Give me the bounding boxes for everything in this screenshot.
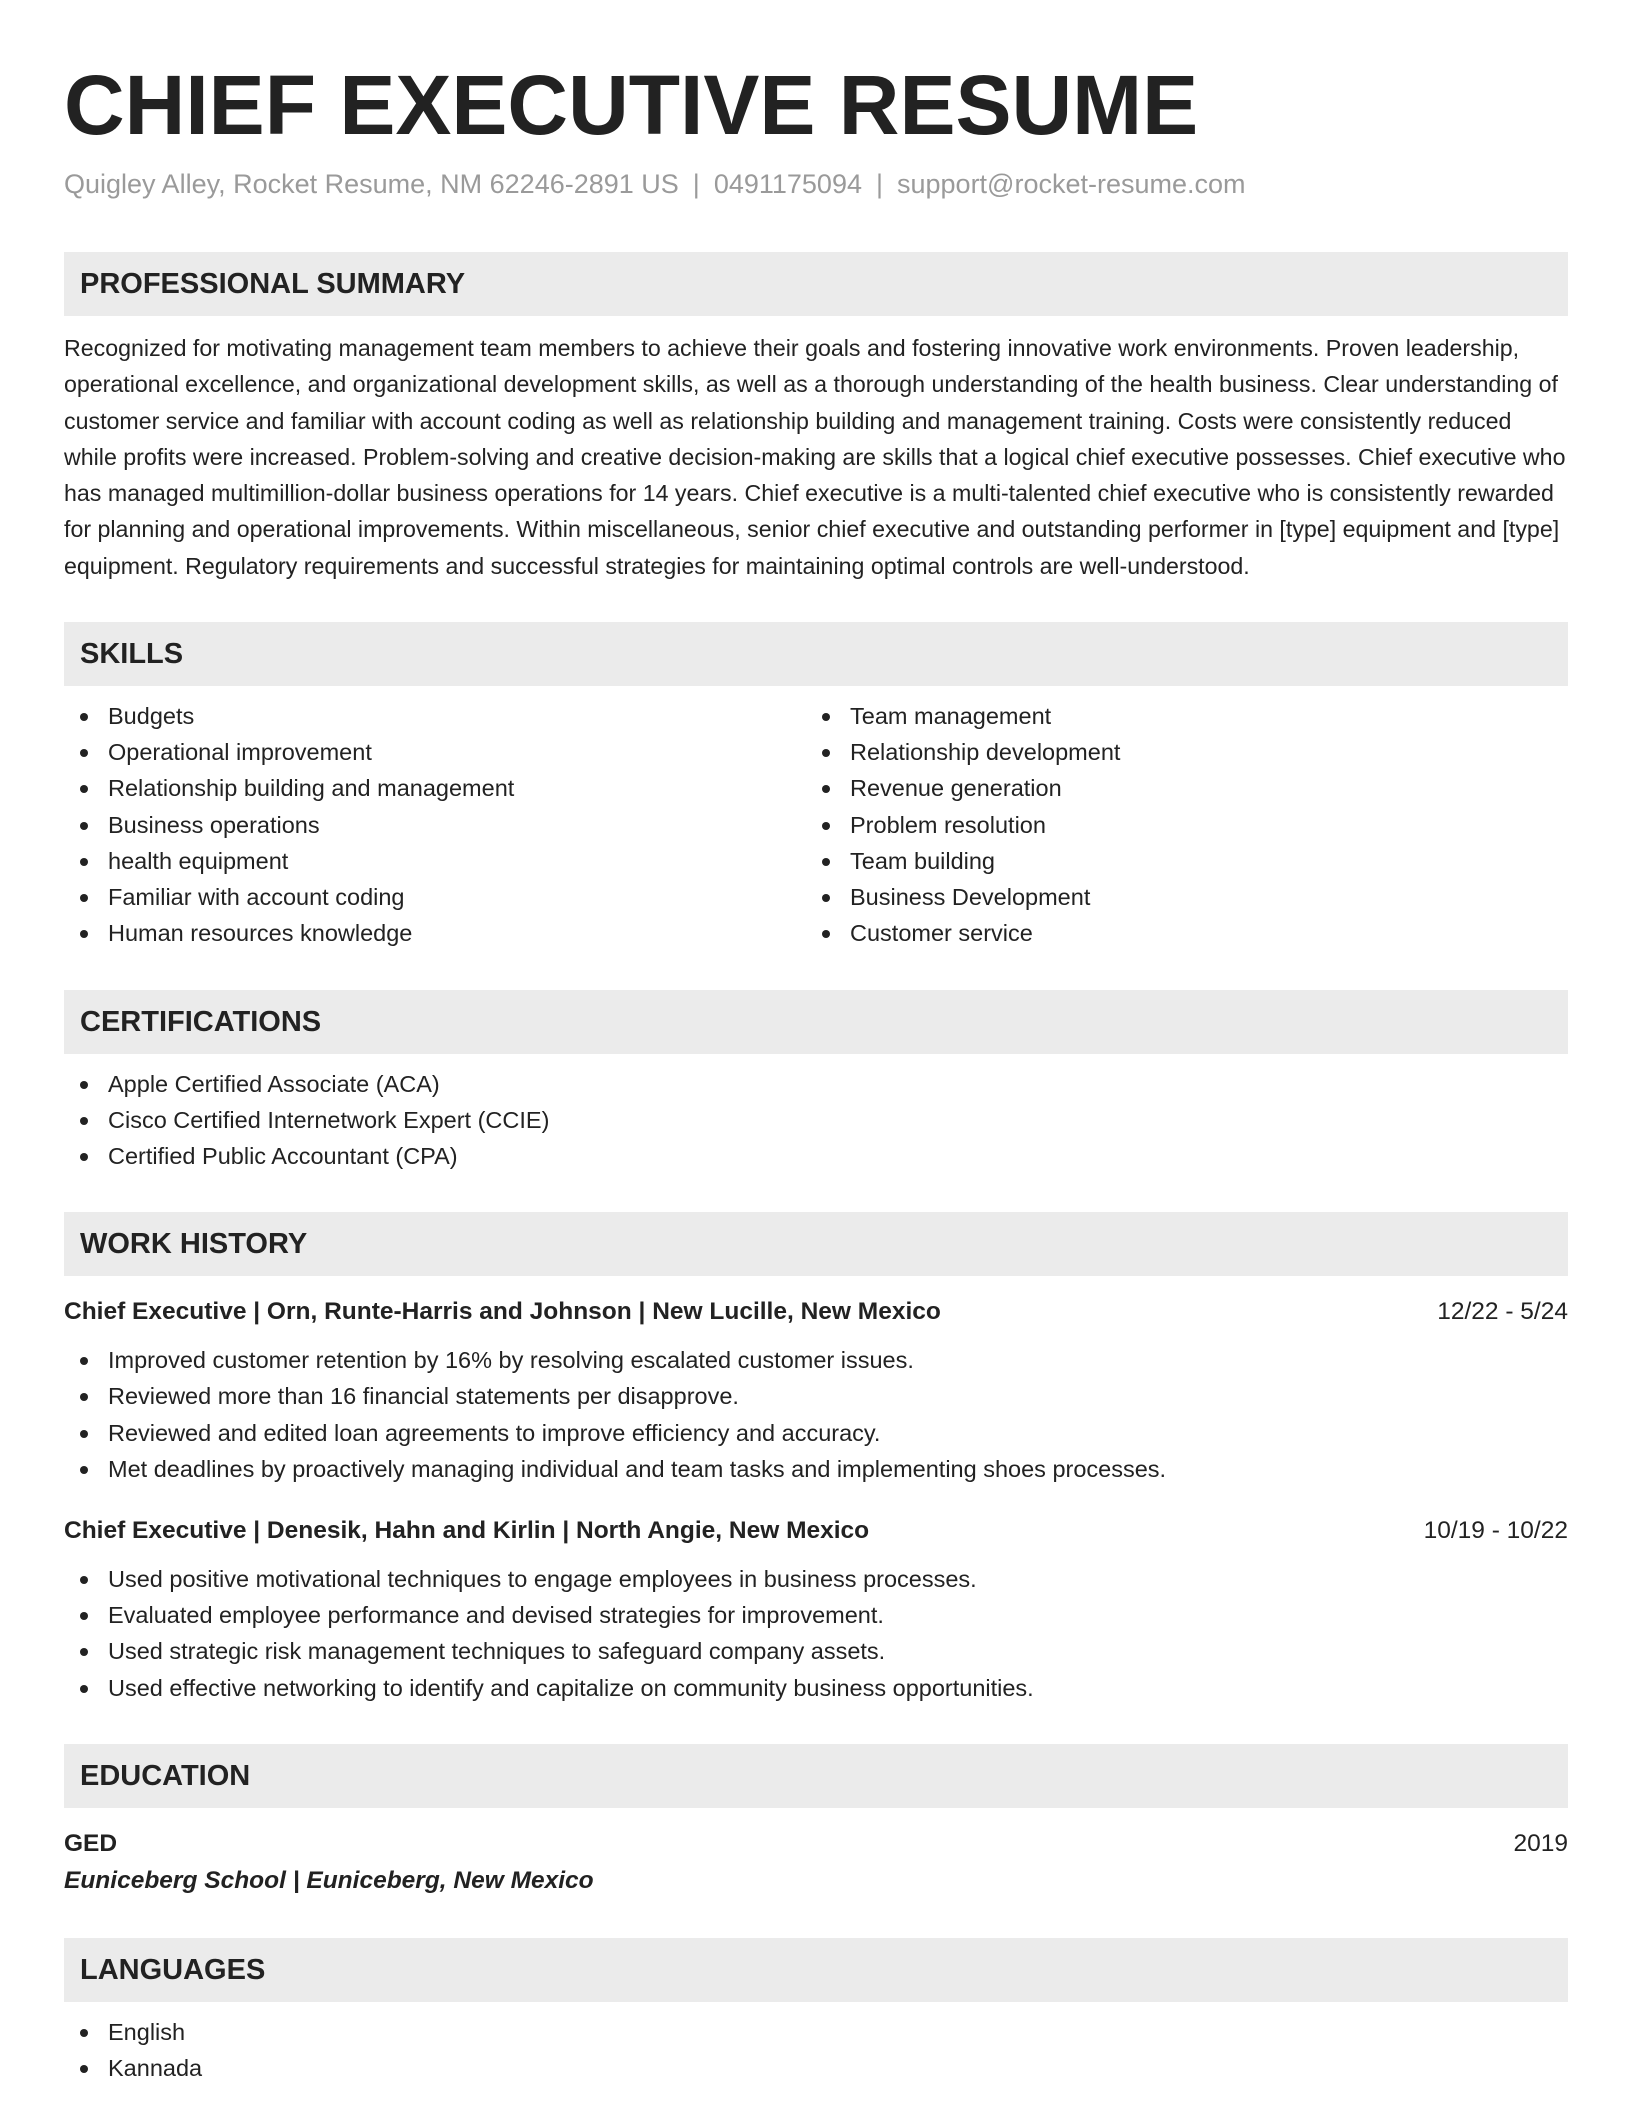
skill-item: Team management xyxy=(806,698,1548,734)
skill-item: Team building xyxy=(806,843,1548,879)
section-header-summary: PROFESSIONAL SUMMARY xyxy=(64,252,1568,316)
education-school: Euniceberg School | Euniceberg, New Mexico xyxy=(64,1866,594,1894)
section-header-education: EDUCATION xyxy=(64,1744,1568,1808)
skill-item: health equipment xyxy=(64,843,806,879)
job-dates: 12/22 - 5/24 xyxy=(1437,1298,1568,1326)
skill-item: Relationship building and management xyxy=(64,770,806,806)
section-header-languages: LANGUAGES xyxy=(64,1938,1568,2002)
skills-list-left xyxy=(64,698,806,951)
skill-item: Budgets xyxy=(64,698,806,734)
section-header-work-history: WORK HISTORY xyxy=(64,1212,1568,1276)
contact-email: support@rocket-resume.com xyxy=(897,169,1246,199)
skill-item: Familiar with account coding xyxy=(64,879,806,915)
job-bullet: Met deadlines by proactively managing individual and team tasks and implementing shoes processes. xyxy=(64,1451,1568,1487)
language-item: English xyxy=(64,2014,1568,2050)
job-bullet: Reviewed and edited loan agreements to improve efficiency and accuracy. xyxy=(64,1415,1568,1451)
certifications-list xyxy=(64,1066,1568,1175)
skill-item: Customer service xyxy=(806,915,1548,951)
job-bullet: Reviewed more than 16 financial statements per disapprove. xyxy=(64,1378,1568,1414)
contact-line xyxy=(64,164,1568,204)
skill-item: Operational improvement xyxy=(64,734,806,770)
education-heading xyxy=(64,1826,1568,1862)
section-header-certifications: CERTIFICATIONS xyxy=(64,990,1568,1054)
job-title: Chief Executive | Orn, Runte-Harris and Johnson | New Lucille, New Mexico xyxy=(64,1298,941,1326)
job-bullet: Improved customer retention by 16% by resolving escalated customer issues. xyxy=(64,1342,1568,1378)
language-item: Kannada xyxy=(64,2050,1568,2086)
education-year: 2019 xyxy=(1513,1829,1568,1857)
job-title: Chief Executive | Denesik, Hahn and Kirlin | North Angie, New Mexico xyxy=(64,1516,870,1544)
job-bullets xyxy=(64,1561,1568,1706)
summary-text: Recognized for motivating management team members to achieve their goals and fostering innovative work environments. Proven leadership, operational excellence, and organizational development skills, as well as a thorough understanding of the health business. Clear understanding of customer service and familiar with account coding as well as relationship building and management training. Costs were consistently reduced while profits were increased. Problem-solving and creative decision-making are skills that a logical chief executive possesses. Chief executive who has managed multimillion-dollar business operations for 14 years. Chief executive is a multi-talented chief executive who is consistently rewarded for planning and operational improvements. Within miscellaneous, senior chief executive and outstanding performer in [type] equipment and [type] equipment. Regulatory requirements and successful strategies for maintaining optimal controls are well-understood. xyxy=(64,335,1566,579)
job-bullets xyxy=(64,1342,1568,1487)
skill-item: Problem resolution xyxy=(806,807,1548,843)
certification-item: Apple Certified Associate (ACA) xyxy=(64,1066,1568,1102)
education-degree: GED xyxy=(64,1829,118,1857)
job-bullet: Evaluated employee performance and devised strategies for improvement. xyxy=(64,1597,1568,1633)
skill-item: Revenue generation xyxy=(806,770,1548,806)
skills-columns xyxy=(64,686,1568,951)
resume-content xyxy=(64,50,1568,2086)
job-heading xyxy=(64,1513,1568,1549)
resume-title: CHIEF EXECUTIVE RESUME xyxy=(64,58,1199,152)
languages-list xyxy=(64,2014,1568,2086)
contact-phone: 0491175094 xyxy=(713,169,862,199)
contact-separator: | xyxy=(875,169,883,199)
section-header-skills: SKILLS xyxy=(64,622,1568,686)
job-bullet: Used strategic risk management techniques to safeguard company assets. xyxy=(64,1633,1568,1669)
skills-list-right xyxy=(806,698,1548,951)
skill-item: Relationship development xyxy=(806,734,1548,770)
job-bullet: Used positive motivational techniques to engage employees in business processes. xyxy=(64,1561,1568,1597)
job-dates: 10/19 - 10/22 xyxy=(1423,1516,1568,1544)
skill-item: Business operations xyxy=(64,807,806,843)
certification-item: Certified Public Accountant (CPA) xyxy=(64,1138,1568,1174)
job-bullet: Used effective networking to identify and capitalize on community business opportunities. xyxy=(64,1670,1568,1706)
contact-address: Quigley Alley, Rocket Resume, NM 62246-2891 US xyxy=(64,169,679,199)
skill-item: Business Development xyxy=(806,879,1548,915)
skill-item: Human resources knowledge xyxy=(64,915,806,951)
certification-item: Cisco Certified Internetwork Expert (CCIE) xyxy=(64,1102,1568,1138)
contact-separator: | xyxy=(692,169,700,199)
job-heading xyxy=(64,1294,1568,1330)
